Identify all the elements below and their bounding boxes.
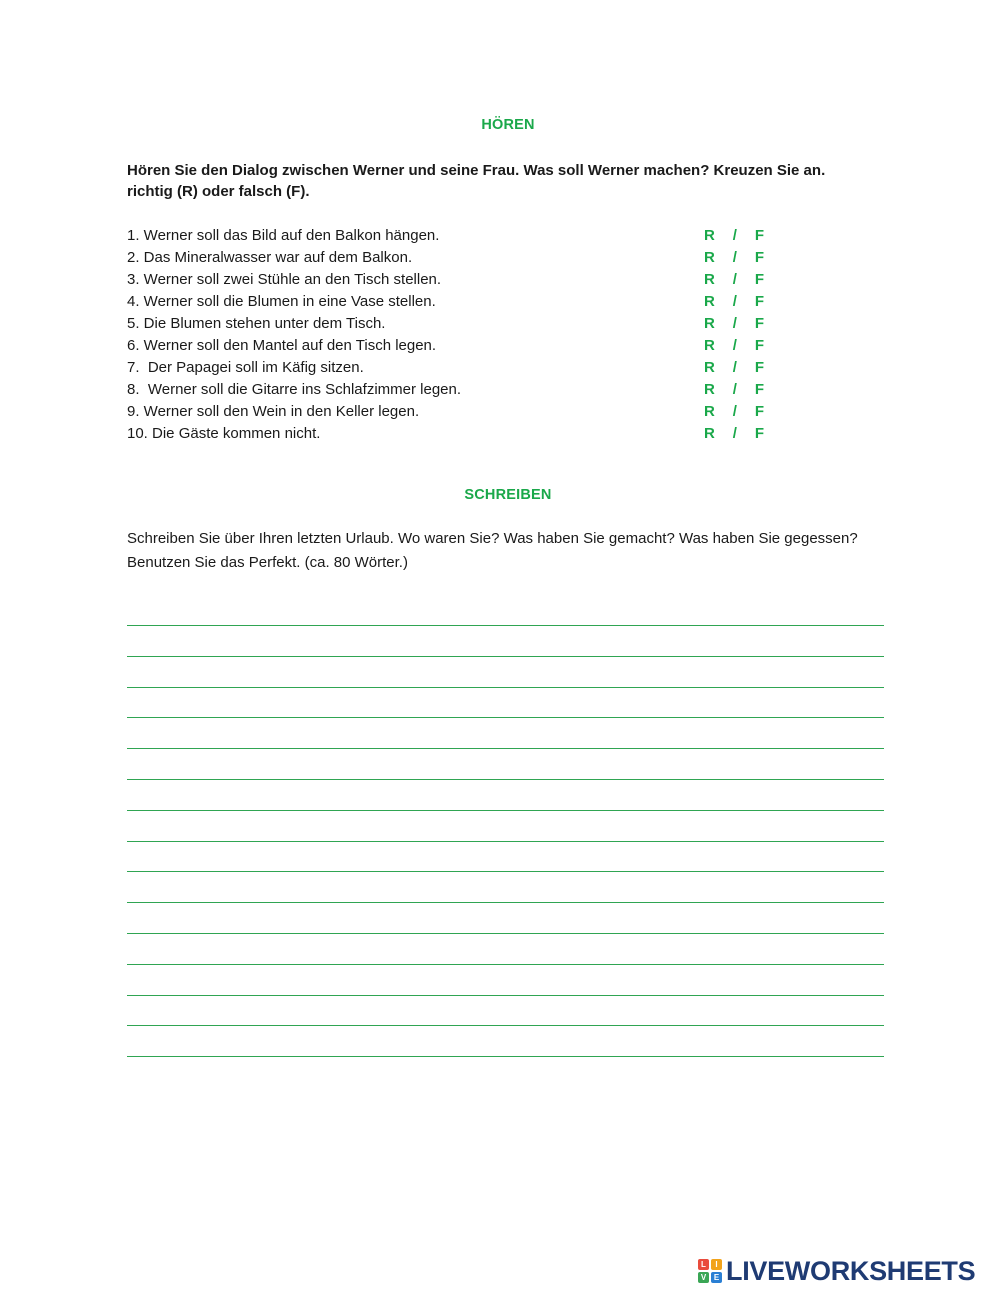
- statement-text: 5. Die Blumen stehen unter dem Tisch.: [127, 315, 386, 332]
- option-falsch[interactable]: F: [754, 359, 764, 376]
- true-false-statement-list: [127, 225, 767, 445]
- statement-row: [127, 423, 767, 445]
- statement-row: [127, 269, 767, 291]
- logo-text: LIVEWORKSHEETS: [726, 1255, 976, 1286]
- statement-text: 10. Die Gäste kommen nicht.: [127, 425, 321, 442]
- option-falsch[interactable]: F: [754, 227, 764, 244]
- statement-text: 6. Werner soll den Mantel auf den Tisch legen.: [127, 337, 437, 354]
- option-richtig[interactable]: R: [704, 271, 715, 288]
- writing-line[interactable]: [127, 811, 884, 842]
- liveworksheets-logo: [698, 1257, 975, 1285]
- writing-line[interactable]: [127, 903, 884, 934]
- true-false-choice: [704, 423, 764, 445]
- listening-instructions-line-2: richtig (R) oder falsch (F).: [127, 183, 310, 200]
- true-false-choice: [704, 379, 764, 401]
- option-separator: /: [732, 227, 737, 244]
- true-false-choice: [704, 247, 764, 269]
- statement-text: 3. Werner soll zwei Stühle an den Tisch stellen.: [127, 271, 442, 288]
- logo-badge-tile: L: [698, 1259, 709, 1270]
- option-falsch[interactable]: F: [754, 381, 764, 398]
- writing-line[interactable]: [127, 996, 884, 1027]
- option-falsch[interactable]: F: [754, 337, 764, 354]
- statement-text: 4. Werner soll die Blumen in eine Vase stellen.: [127, 293, 436, 310]
- listening-instructions-line-1: Hören Sie den Dialog zwischen Werner und seine Frau. Was soll Werner machen? Kreuzen Sie an.: [127, 162, 826, 179]
- writing-line[interactable]: [127, 965, 884, 996]
- writing-answer-area[interactable]: [127, 625, 884, 1057]
- writing-line[interactable]: [127, 626, 884, 657]
- option-richtig[interactable]: R: [704, 315, 715, 332]
- option-falsch[interactable]: F: [754, 293, 764, 310]
- writing-prompt-line-1: Schreiben Sie über Ihren letzten Urlaub. Wo waren Sie? Was haben Sie gemacht? Was haben Sie gegessen?: [127, 530, 858, 547]
- statement-row: [127, 335, 767, 357]
- statement-row: [127, 379, 767, 401]
- option-falsch[interactable]: F: [754, 271, 764, 288]
- true-false-choice: [704, 291, 764, 313]
- option-separator: /: [732, 425, 737, 442]
- writing-line[interactable]: [127, 842, 884, 873]
- statement-row: [127, 401, 767, 423]
- option-separator: /: [732, 359, 737, 376]
- option-richtig[interactable]: R: [704, 249, 715, 266]
- option-richtig[interactable]: R: [704, 293, 715, 310]
- statement-text: 8. Werner soll die Gitarre ins Schlafzimmer legen.: [127, 381, 462, 398]
- option-falsch[interactable]: F: [754, 403, 764, 420]
- option-separator: /: [732, 293, 737, 310]
- logo-badge-tile: V: [698, 1272, 709, 1283]
- logo-badge-tile: I: [711, 1259, 722, 1270]
- listening-instructions: [127, 160, 887, 202]
- true-false-choice: [704, 225, 764, 247]
- statement-text: 1. Werner soll das Bild auf den Balkon hängen.: [127, 227, 440, 244]
- statement-row: [127, 291, 767, 313]
- logo-badge-icon: [698, 1259, 722, 1283]
- writing-line[interactable]: [127, 872, 884, 903]
- writing-line[interactable]: [127, 718, 884, 749]
- option-separator: /: [732, 271, 737, 288]
- option-richtig[interactable]: R: [704, 425, 715, 442]
- true-false-choice: [704, 313, 764, 335]
- true-false-choice: [704, 401, 764, 423]
- option-separator: /: [732, 315, 737, 332]
- writing-section-title: SCHREIBEN: [464, 487, 552, 503]
- statement-text: 2. Das Mineralwasser war auf dem Balkon.: [127, 249, 413, 266]
- writing-line[interactable]: [127, 1026, 884, 1057]
- option-richtig[interactable]: R: [704, 403, 715, 420]
- writing-line[interactable]: [127, 780, 884, 811]
- option-separator: /: [732, 403, 737, 420]
- statement-row: [127, 313, 767, 335]
- writing-line[interactable]: [127, 934, 884, 965]
- option-richtig[interactable]: R: [704, 337, 715, 354]
- statement-text: 7. Der Papagei soll im Käfig sitzen.: [127, 359, 364, 376]
- option-falsch[interactable]: F: [754, 249, 764, 266]
- true-false-choice: [704, 357, 764, 379]
- logo-badge-tile: E: [711, 1272, 722, 1283]
- statement-row: [127, 357, 767, 379]
- option-falsch[interactable]: F: [754, 315, 764, 332]
- statement-row: [127, 247, 767, 269]
- writing-line[interactable]: [127, 688, 884, 719]
- writing-prompt-line-2: Benutzen Sie das Perfekt. (ca. 80 Wörter.): [127, 554, 408, 571]
- writing-line[interactable]: [127, 657, 884, 688]
- option-separator: /: [732, 337, 737, 354]
- option-richtig[interactable]: R: [704, 381, 715, 398]
- statement-row: [127, 225, 767, 247]
- option-richtig[interactable]: R: [704, 359, 715, 376]
- true-false-choice: [704, 335, 764, 357]
- option-separator: /: [732, 381, 737, 398]
- listening-section-title: HÖREN: [481, 117, 535, 133]
- writing-line[interactable]: [127, 749, 884, 780]
- option-richtig[interactable]: R: [704, 227, 715, 244]
- true-false-choice: [704, 269, 764, 291]
- option-falsch[interactable]: F: [754, 425, 764, 442]
- writing-prompt: [127, 527, 889, 575]
- statement-text: 9. Werner soll den Wein in den Keller legen.: [127, 403, 420, 420]
- option-separator: /: [732, 249, 737, 266]
